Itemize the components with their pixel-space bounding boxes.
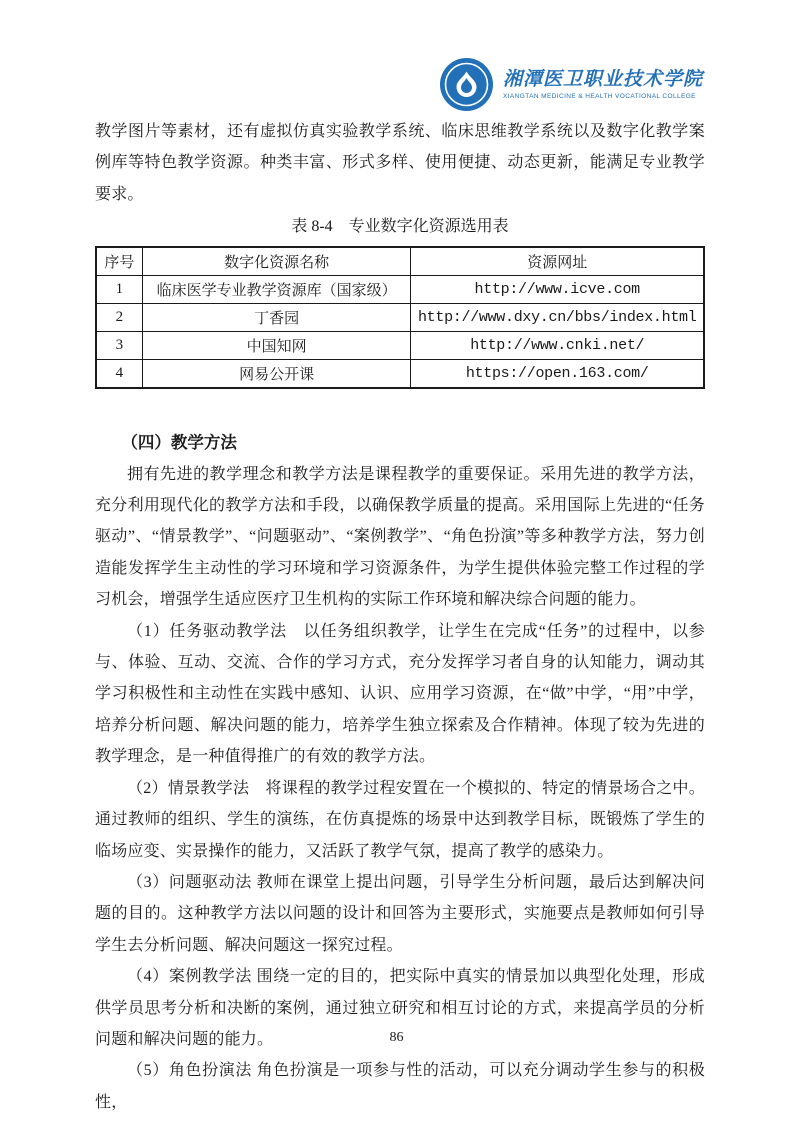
table-row (96, 276, 704, 304)
cell-resource-url: http://www.dxy.cn/bbs/index.html (411, 304, 704, 332)
section-heading: （四）教学方法 (121, 433, 237, 453)
cell-no: 1 (96, 276, 142, 304)
table-row (96, 332, 704, 360)
table-row (96, 304, 704, 332)
cell-resource-name: 临床医学专业教学资源库（国家级） (142, 276, 411, 304)
body-paragraph: （5）角色扮演法 角色扮演是一项参与性的活动，可以充分调动学生参与的积极性， (95, 1062, 705, 1111)
cell-no: 2 (96, 304, 142, 332)
page-content (95, 116, 705, 1118)
page-number: 86 (389, 1030, 404, 1045)
body-paragraph: 拥有先进的教学理念和教学方法是课程教学的重要保证。采用先进的教学方法，充分利用现代化的教学方法和手段，以确保教学质量的提高。采用国际上先进的“任务驱动”、“情景教学”、“问题驱动”、“案例教学”、“角色扮演”等多种教学方法，努力创造能发挥学生主动性的学习环境和学习资源条件，为学生提供体验完整工作过程的学习机会，增强学生适应医疗卫生机构的实际工作环境和解决综合问题的能力。 (95, 465, 705, 609)
cell-resource-url: http://www.cnki.net/ (411, 332, 704, 360)
college-emblem-icon (440, 58, 493, 111)
table-header-row (96, 247, 704, 276)
college-name-zh: 湘潭医卫职业技术学院 (502, 69, 703, 90)
cell-resource-url: https://open.163.com/ (411, 360, 704, 389)
cell-no: 3 (96, 332, 142, 360)
body-paragraph: （4）案例教学法 围绕一定的目的，把实际中真实的情景加以典型化处理，形成供学员思考分析和决断的案例，通过独立研究和相互讨论的方式，来提高学员的分析问题和解决问题的能力。 (95, 968, 705, 1048)
body-paragraph: （1）任务驱动教学法 以任务组织教学，让学生在完成“任务”的过程中，以参与、体验、互动、交流、合作的学习方式，充分发挥学习者自身的认知能力，调动其学习积极性和主动性在实践中感知、认识、应用学习资源，在“做”中学，“用”中学，培养分析问题、解决问题的能力，培养学生独立探索及合作精神。体现了较为先进的教学理念，是一种值得推广的有效的教学方法。 (95, 622, 705, 766)
section-body (95, 459, 705, 1119)
cell-resource-name: 网易公开课 (142, 360, 411, 389)
cell-resource-url: http://www.icve.com (411, 276, 704, 304)
column-header-url: 资源网址 (411, 247, 704, 276)
table-caption: 表 8-4 专业数字化资源选用表 (291, 218, 509, 236)
table-row (96, 360, 704, 389)
column-header-no: 序号 (96, 247, 142, 276)
column-header-name: 数字化资源名称 (142, 247, 411, 276)
college-name-block (503, 68, 703, 101)
digital-resources-table (95, 246, 705, 389)
cell-resource-name: 丁香园 (142, 304, 411, 332)
body-paragraph: （2）情景教学法 将课程的教学过程安置在一个模拟的、特定的情景场合之中。通过教师的组织、学生的演练，在仿真提炼的场景中达到教学目标，既锻炼了学生的临场应变、实景操作的能力，又活跃了教学气氛，提高了教学的感染力。 (95, 779, 705, 860)
cell-resource-name: 中国知网 (142, 332, 411, 360)
college-name-en: XIANGTAN MEDICINE & HEALTH VOCATIONAL COLLEGE (502, 93, 696, 100)
intro-paragraph: 教学图片等素材，还有虚拟仿真实验教学系统、临床思维教学系统以及数字化教学案例库等特色教学资源。种类丰富、形式多样、使用便捷、动态更新，能满足专业教学要求。 (95, 123, 705, 203)
college-logo (440, 58, 703, 111)
body-paragraph: （3）问题驱动法 教师在课堂上提出问题，引导学生分析问题，最后达到解决问题的目的。这种教学方法以问题的设计和回答为主要形式，实施要点是教师如何引导学生去分析问题、解决问题这一探究过程。 (95, 873, 705, 954)
cell-no: 4 (96, 360, 142, 389)
